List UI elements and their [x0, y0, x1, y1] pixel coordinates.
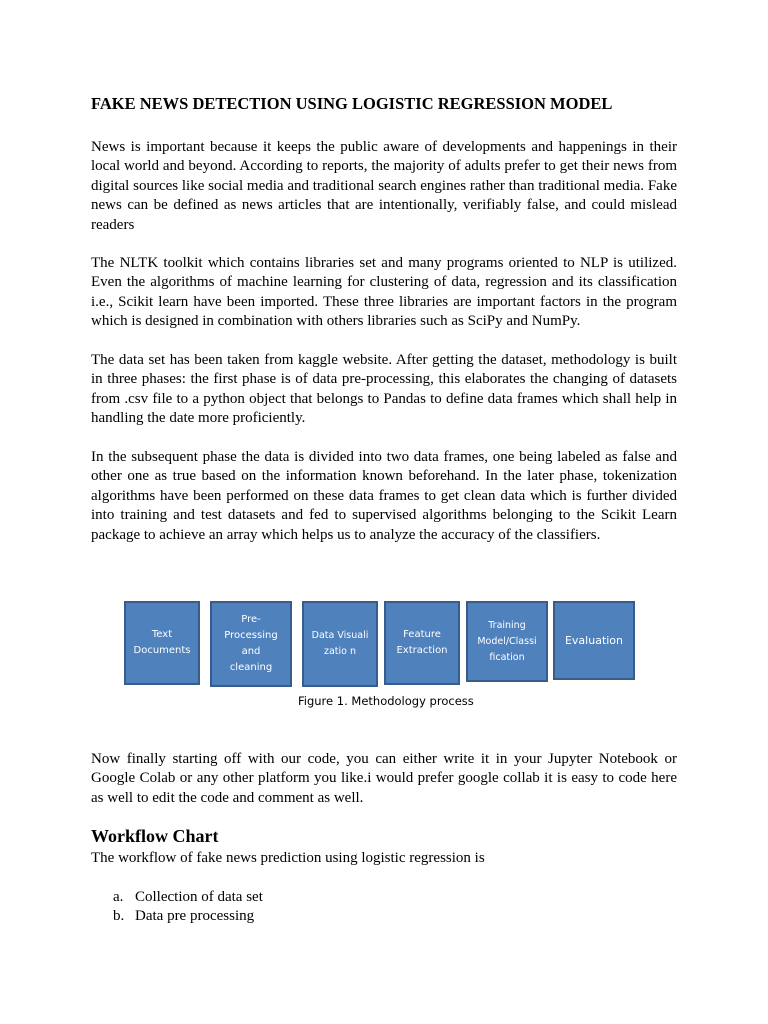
- figure-box-preprocessing: [210, 601, 292, 687]
- list-item: [113, 888, 263, 907]
- workflow-list: [113, 888, 263, 926]
- list-text: Data pre processing: [135, 908, 255, 924]
- figure-caption: Figure 1. Methodology process: [298, 694, 474, 708]
- figure-box-training: [466, 601, 548, 682]
- paragraph-intro: News is important because it keeps the public aware of developments and happenings in their local world and beyond. According to reports, the majority of adults prefer to get their news from digital sources like social media and traditional search engines rather than traditional media. Fake news can be defined as news articles that are intentionally, verifiably false, and could mislead readers: [91, 139, 677, 233]
- paragraph-code: Now finally starting off with our code, you can either write it in your Jupyter Notebook or Google Colab or any other platform you like.i would prefer google collab it is easy to code here as well to edit the code and comment as well.: [91, 751, 677, 806]
- box-label: Feature Extraction: [396, 629, 448, 656]
- figure-box-text-documents: [124, 601, 200, 685]
- box-label: Data Visualizatio n: [311, 630, 369, 657]
- paragraph-dataset: The data set has been taken from kaggle website. After getting the dataset, methodology is built in three phases: the first phase is of data pre-processing, this elaborates the changing of datasets from .csv file to a python object that belongs to Pandas to define data frames which shall help in handling the date more proficiently.: [91, 352, 677, 427]
- figure-box-feature-extraction: [384, 601, 460, 685]
- workflow-heading: Workflow Chart: [91, 826, 219, 846]
- list-marker: b.: [113, 908, 125, 924]
- list-text: Collection of data set: [135, 889, 263, 905]
- box-label: Text Documents: [133, 629, 191, 656]
- figure-box-data-visualization: [302, 601, 378, 687]
- box-label: Training Model/Classi fication: [477, 619, 537, 663]
- paragraph-nltk: The NLTK toolkit which contains libraries set and many programs oriented to NLP is utilized. Even the algorithms of machine learning for clustering of data, regression and its classification i.e., Scikit learn have been imported. These three libraries are important factors in the program which is designed in combination with others libraries such as SciPy and NumPy.: [91, 255, 677, 330]
- document-title: FAKE NEWS DETECTION USING LOGISTIC REGRESSION MODEL: [91, 94, 613, 113]
- paragraph-phases: In the subsequent phase the data is divided into two data frames, one being labeled as false and other one as true based on the information known beforehand. In the later phase, tokenization algorithms have been performed on these data frames to get clean data which is further divided into training and test datasets and fed to supervised algorithms belonging to the Scikit Learn package to achieve an array which helps us to analyze the accuracy of the classifiers.: [91, 449, 677, 543]
- workflow-intro: The workflow of fake news prediction using logistic regression is: [91, 850, 485, 866]
- box-label: Pre-Processing and cleaning: [224, 614, 278, 673]
- list-marker: a.: [113, 889, 124, 905]
- figure-box-evaluation: [553, 601, 635, 680]
- box-label: Evaluation: [564, 633, 624, 647]
- list-item: [113, 907, 263, 926]
